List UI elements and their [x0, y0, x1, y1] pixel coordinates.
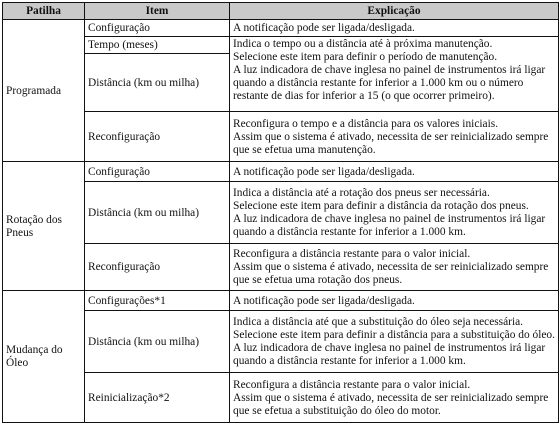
item-cell: Configuração — [85, 20, 230, 37]
maintenance-table-container — [2, 2, 559, 423]
header-patilha: Patilha — [3, 3, 85, 20]
explanation-cell: A notificação pode ser ligada/desligada. — [230, 162, 559, 182]
header-explicacao: Explicação — [230, 3, 559, 20]
table-row — [3, 291, 559, 311]
item-cell: Distância (km ou milha) — [85, 54, 230, 112]
table-row — [3, 182, 559, 244]
explanation-cell: Reconfigura a distância restante para o valor inicial. Assim que o sistema é ativado, necessita de ser reinicializado sempre que se efetua a substituição do óleo do motor. — [230, 373, 559, 423]
explanation-cell: Reconfigura o tempo e a distância para os valores iniciais. Assim que o sistema é ativado, necessita de ser reinicializado sempre que se efetua uma manutenção. — [230, 112, 559, 162]
item-cell: Reconfiguração — [85, 244, 230, 291]
table-row — [3, 162, 559, 182]
explanation-cell: Reconfigura a distância restante para o valor inicial. Assim que o sistema é ativado, necessita de ser reinicializado sempre que se efetua uma rotação dos pneus. — [230, 244, 559, 291]
header-item: Item — [85, 3, 230, 20]
group-name-mudanca-oleo: Mudança do Óleo — [3, 291, 85, 423]
explanation-cell: A notificação pode ser ligada/desligada. — [230, 291, 559, 311]
table-row — [3, 373, 559, 423]
header-row — [3, 3, 559, 20]
explanation-cell: Indica a distância até a rotação dos pneus ser necessária. Selecione este item para definir a distância da rotação dos pneus. A luz indicadora de chave inglesa no painel de instrumentos irá ligar quando a distância restante for inferior a 1.000 km. — [230, 182, 559, 244]
table-row — [3, 244, 559, 291]
item-cell: Distância (km ou milha) — [85, 311, 230, 373]
item-cell: Configurações*1 — [85, 291, 230, 311]
maintenance-settings-table — [2, 2, 559, 423]
table-row — [3, 112, 559, 162]
item-cell: Distância (km ou milha) — [85, 182, 230, 244]
item-cell: Tempo (meses) — [85, 37, 230, 54]
table-row — [3, 311, 559, 373]
explanation-cell: Indica o tempo ou a distância até à próxima manutenção. Selecione este item para definir o período de manutenção. A luz indicadora de chave inglesa no painel de instrumentos irá ligar quando a distância restante for inferior a 1.000 km ou o número restante de dias for inferior a 15 (o que ocorrer primeiro). — [230, 37, 559, 112]
item-cell: Reinicialização*2 — [85, 373, 230, 423]
group-name-programada: Programada — [3, 20, 85, 162]
table-row — [3, 37, 559, 54]
group-name-rotacao-pneus: Rotação dos Pneus — [3, 162, 85, 291]
explanation-cell: Indica a distância até que a substituição do óleo seja necessária. Selecione este item para definir a distância para a substituição do óleo. A luz indicadora de chave inglesa no painel de instrumentos irá ligar quando a distância restante for inferior a 1.000 km. — [230, 311, 559, 373]
table-row — [3, 20, 559, 37]
item-cell: Configuração — [85, 162, 230, 182]
item-cell: Reconfiguração — [85, 112, 230, 162]
explanation-cell: A notificação pode ser ligada/desligada. — [230, 20, 559, 37]
